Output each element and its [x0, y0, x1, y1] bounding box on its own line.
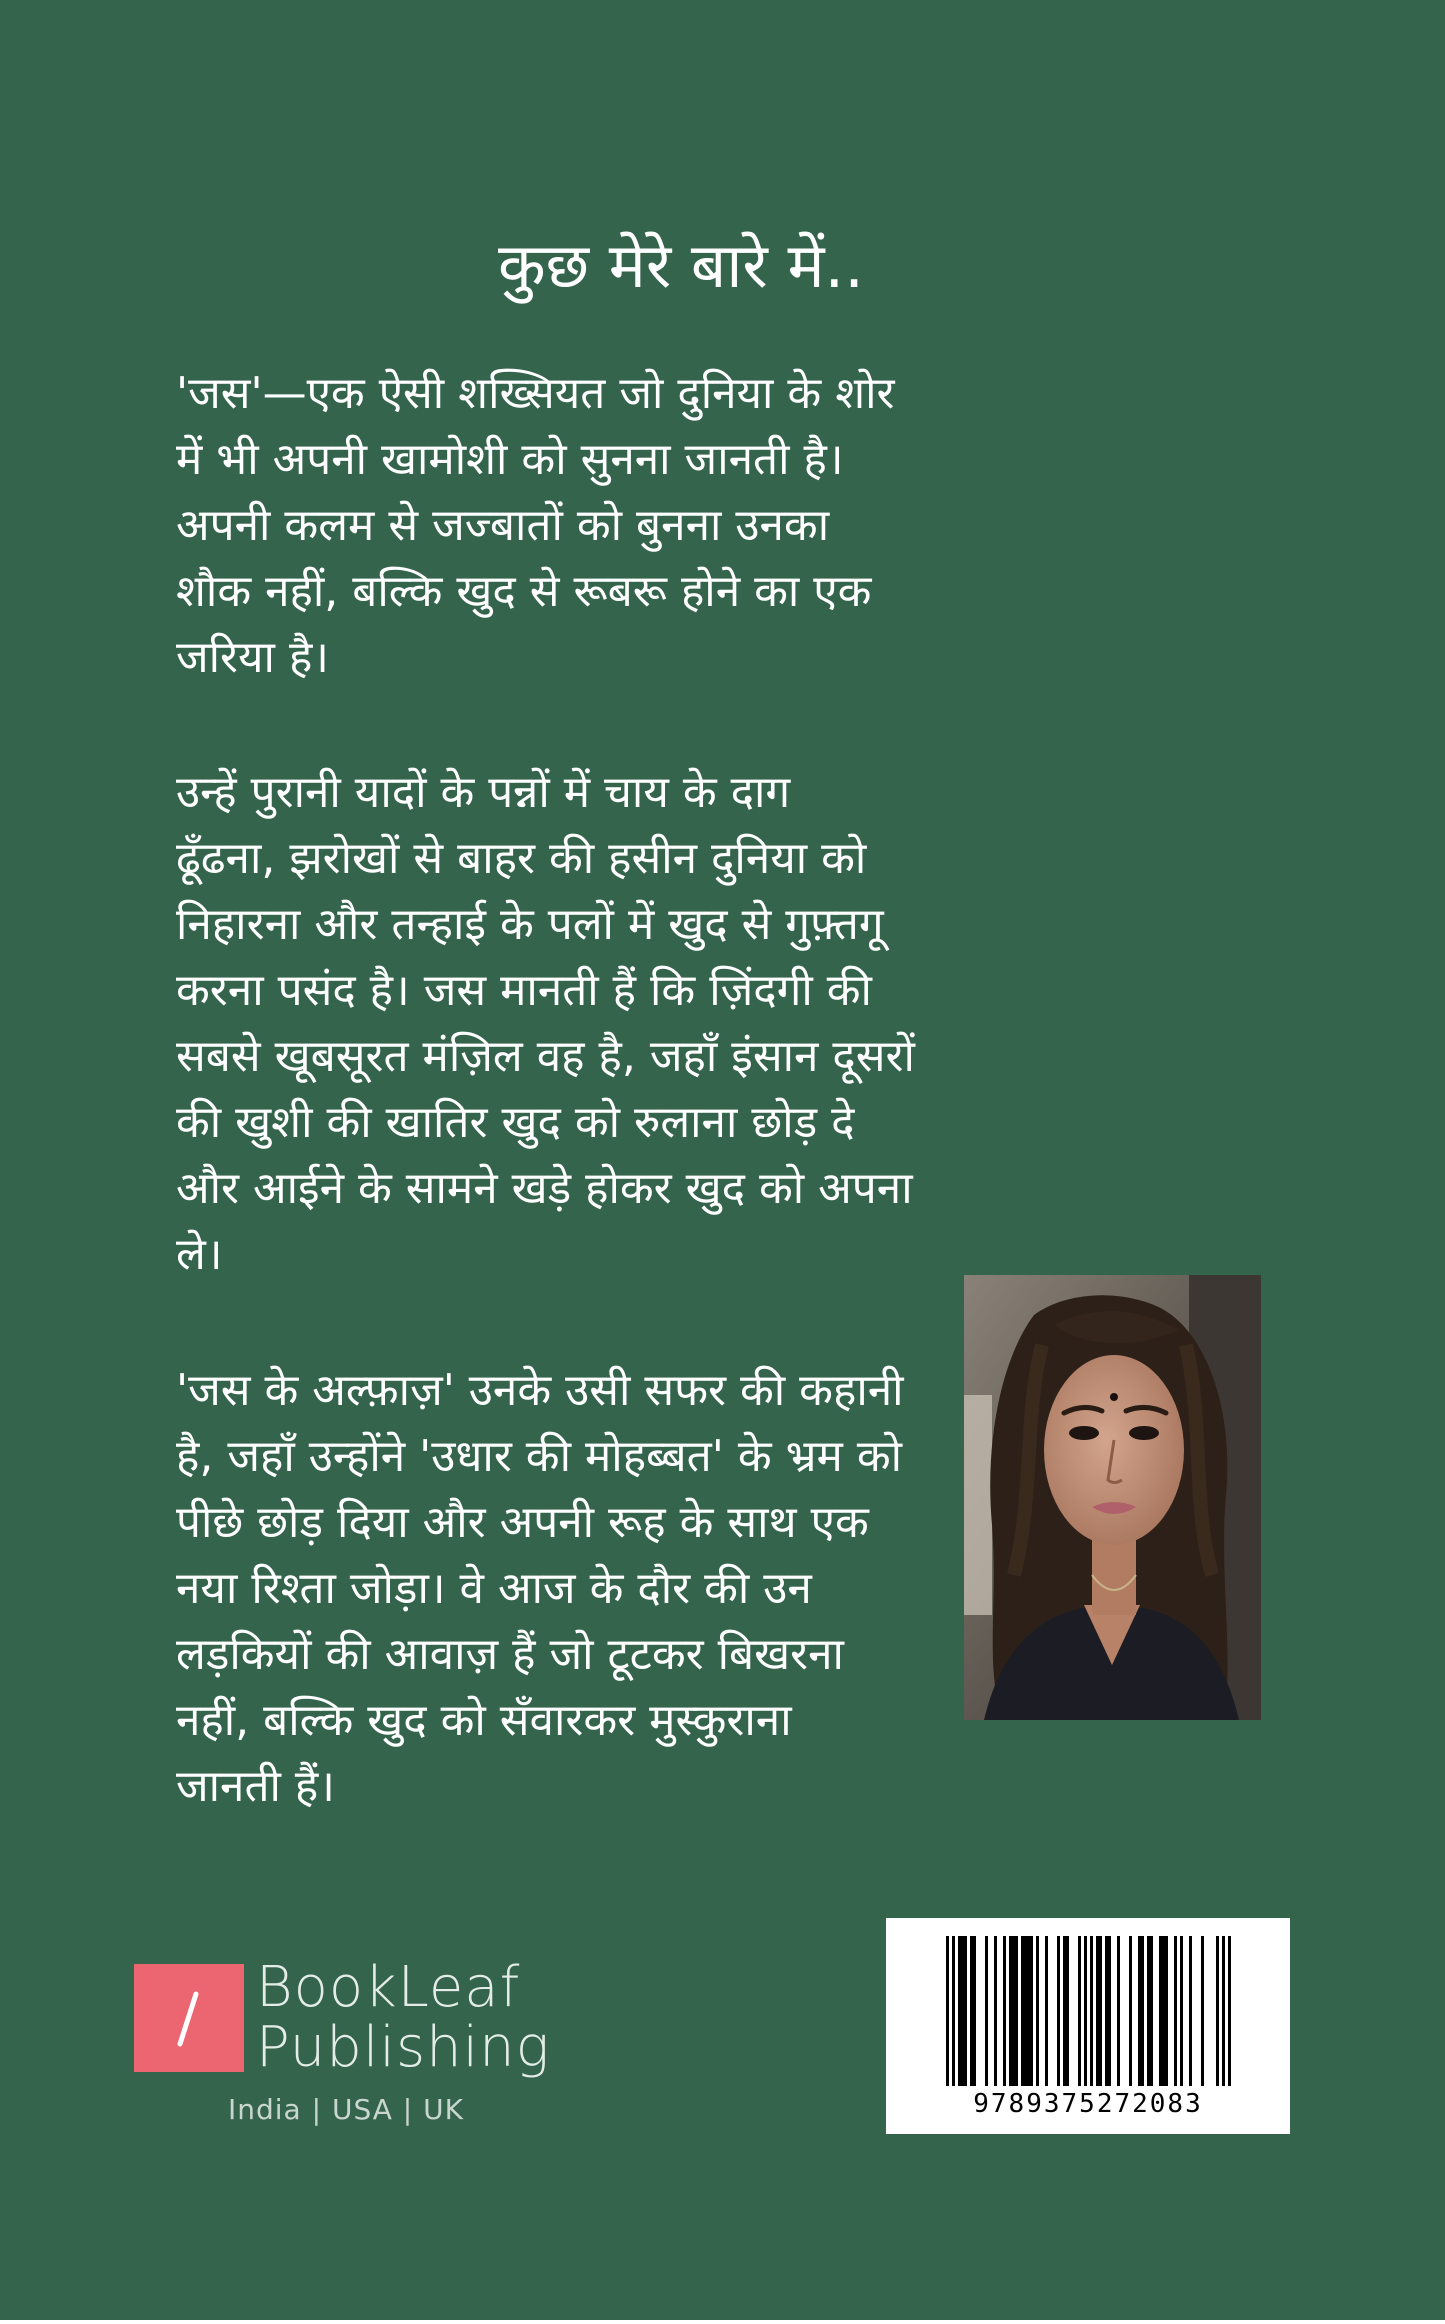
isbn-barcode	[886, 1918, 1290, 2134]
barcode-bar	[1099, 1936, 1102, 2086]
barcode-bar	[1222, 1936, 1225, 2086]
bio-line: की खुशी की खातिर खुद को रुलाना छोड़ दे	[176, 1097, 855, 1148]
author-photo	[964, 1275, 1261, 1720]
barcode-bar	[1063, 1936, 1066, 2086]
barcode-bar	[1036, 1936, 1039, 2086]
barcode-bar	[1129, 1936, 1132, 2086]
isbn-number: 9789375272083	[973, 2089, 1203, 2119]
barcode-bar	[1012, 1936, 1015, 2086]
barcode-bar	[1138, 1936, 1141, 2086]
bio-paragraph-2	[176, 760, 1006, 1288]
barcode-bar	[1165, 1936, 1168, 2086]
barcode-bar	[1045, 1936, 1048, 2086]
barcode-bar	[1096, 1936, 1099, 2086]
barcode-bar	[1009, 1936, 1012, 2086]
barcode-bar	[1201, 1936, 1204, 2086]
barcode-bar	[1174, 1936, 1177, 2086]
barcode-bar	[961, 1936, 964, 2086]
bio-line: जानती हैं।	[176, 1761, 335, 1812]
barcode-bar	[1108, 1936, 1111, 2086]
bio-line: पीछे छोड़ दिया और अपनी रूह के साथ एक	[176, 1497, 869, 1548]
barcode-bar	[1150, 1936, 1153, 2086]
publisher-name-line-1: BookLeaf	[256, 1955, 521, 2020]
barcode-bar	[1159, 1936, 1162, 2086]
barcode-bar	[1141, 1936, 1144, 2086]
barcode-bar	[1147, 1936, 1150, 2086]
barcode-bar	[952, 1936, 955, 2086]
barcode-bar	[946, 1936, 949, 2086]
slash-icon	[134, 1964, 244, 2072]
bio-line: करना पसंद है। जस मानती हैं कि ज़िंदगी की	[176, 965, 872, 1016]
publisher-regions: India | USA | UK	[228, 2093, 464, 2126]
publisher-logo	[134, 1964, 244, 2072]
barcode-bar	[1078, 1936, 1081, 2086]
bio-line: निहारना और तन्हाई के पलों में खुद से गुफ़्तगू	[176, 899, 884, 950]
bio-line: नहीं, बल्कि खुद को सँवारकर मुस्कुराना	[176, 1695, 792, 1746]
barcode-bar	[994, 1936, 997, 2086]
barcode-bar	[1003, 1936, 1006, 2086]
barcode-bar	[1117, 1936, 1120, 2086]
bio-line: 'जस के अल्फ़ाज़' उनके उसी सफर की कहानी	[176, 1365, 904, 1416]
bottom-border	[0, 2320, 1445, 2324]
barcode-bar	[1084, 1936, 1087, 2086]
barcode-bar	[1216, 1936, 1219, 2086]
barcode-bar	[1024, 1936, 1027, 2086]
bio-line: जरिया है।	[176, 632, 329, 683]
barcode-bar	[1180, 1936, 1183, 2086]
barcode-bar	[1066, 1936, 1069, 2086]
cover-title: कुछ मेरे बारे में..	[498, 229, 864, 302]
barcode-bar	[1027, 1936, 1030, 2086]
barcode-bar	[1189, 1936, 1192, 2086]
bio-line: सबसे खूबसूरत मंज़िल वह है, जहाँ इंसान दूसरों	[176, 1031, 915, 1082]
bio-line: में भी अपनी खामोशी को सुनना जानती है।	[176, 434, 844, 485]
bio-line: नया रिश्ता जोड़ा। वे आज के दौर की उन	[176, 1563, 812, 1614]
bio-paragraph-3	[176, 1358, 1006, 1820]
barcode-bar	[958, 1936, 961, 2086]
barcode-bar	[1021, 1936, 1024, 2086]
bio-paragraph-1	[176, 361, 1006, 691]
barcode-bar	[1090, 1936, 1093, 2086]
bio-line: है, जहाँ उन्होंने 'उधार की मोहब्बत' के भ्रम को	[176, 1431, 903, 1482]
barcode-bar	[1105, 1936, 1108, 2086]
barcode-bar	[964, 1936, 967, 2086]
barcode-bar	[1015, 1936, 1018, 2086]
bio-line: अपनी कलम से जज्बातों को बुनना उनका	[176, 500, 830, 551]
barcode-bar	[1228, 1936, 1231, 2086]
bio-line: ढूँढना, झरोखों से बाहर की हसीन दुनिया को	[176, 833, 867, 884]
bio-line: उन्हें पुरानी यादों के पन्नों में चाय के दाग	[176, 767, 791, 818]
bio-line: 'जस'—एक ऐसी शख्सियत जो दुनिया के शोर	[176, 368, 895, 419]
barcode-bar	[970, 1936, 973, 2086]
bio-line: शौक नहीं, बल्कि खुद से रूबरू होने का एक	[176, 566, 872, 617]
barcode-bar	[973, 1936, 976, 2086]
publisher-name-line-2: Publishing	[256, 2015, 551, 2080]
barcode-bar	[1162, 1936, 1165, 2086]
barcode-bar	[985, 1936, 988, 2086]
barcode-bar	[1030, 1936, 1033, 2086]
bio-line: ले।	[176, 1229, 223, 1280]
barcode-bar	[1057, 1936, 1060, 2086]
bio-line: और आईने के सामने खड़े होकर खुद को अपना	[176, 1163, 913, 1214]
bio-line: लड़कियों की आवाज़ हैं जो टूटकर बिखरना	[176, 1629, 844, 1680]
